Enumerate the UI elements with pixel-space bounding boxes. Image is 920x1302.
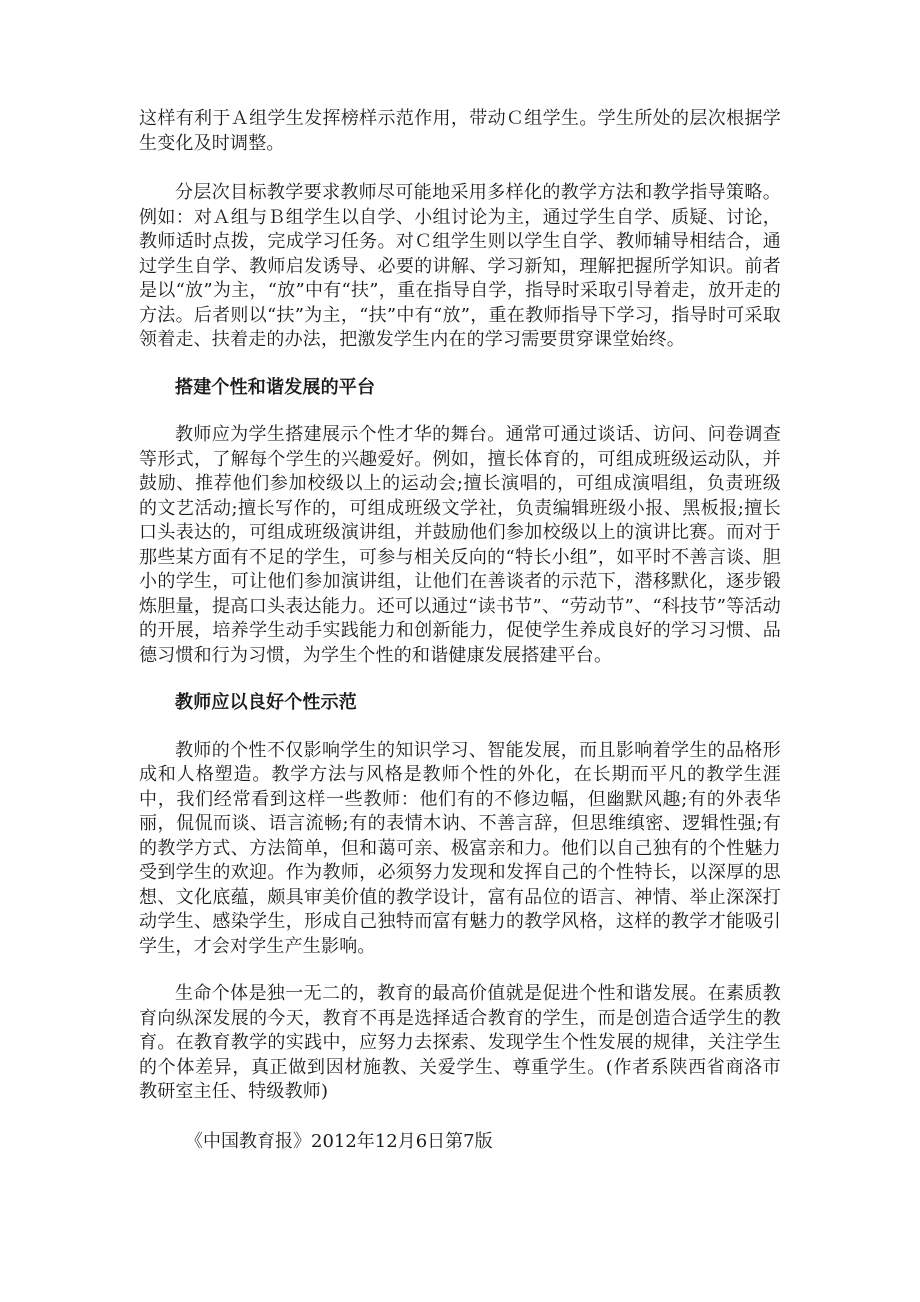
paragraph-teacher-example: 教师的个性不仅影响学生的知识学习、智能发展，而且影响着学生的品格形成和人格塑造。教学方法与风格是教师个性的外化，在长期而平凡的教学生涯中，我们经常看到这样一些教师：他们有的不修边幅，但幽默风趣;有的外表华丽，侃侃而谈、语言流畅;有的表情木讷、不善言辞，但思维缜密、逻辑性强;有的教学方式、方法简单，但和蔼可亲、极富亲和力。他们以自己独有的个性魅力受到学生的欢迎。作为教师，必须努力发现和发挥自己的个性特长，以深厚的思想、文化底蕴，颇具审美价值的教学设计，富有品位的语言、神情、举止深深打动学生、感染学生，形成自己独特而富有魅力的教学风格，这样的教学才能吸引学生，才会对学生产生影响。 xyxy=(139,739,781,957)
paragraph-conclusion: 生命个体是独一无二的，教育的最高价值就是促进个性和谐发展。在素质教育向纵深发展的今天，教育不再是选择适合教育的学生，而是创造合适学生的教育。在教育教学的实践中，应努力去探索、发现学生个性发展的规律，关注学生的个体差异，真正做到因材施教、关爱学生、尊重学生。(作者系陕西省商洛市教研室主任、特级教师) xyxy=(139,983,781,1102)
paragraph-gap xyxy=(139,400,781,423)
paragraph-platform: 教师应为学生搭建展示个性才华的舞台。通常可通过谈话、访问、问卷调查等形式，了解每个学生的兴趣爱好。例如，擅长体育的，可组成班级运动队，并鼓励、推荐他们参加校级以上的运动会;擅长演唱的，可组成演唱组，负责班级的文艺活动;擅长写作的，可组成班级文学社，负责编辑班级小报、黑板报;擅长口头表达的，可组成班级演讲组，并鼓励他们参加校级以上的演讲比赛。而对于那些某方面有不足的学生，可参与相关反向的“特长小组”，如平时不善言谈、胆小的学生，可让他们参加演讲组，让他们在善谈者的示范下，潜移默化，逐步锻炼胆量，提高口头表达能力。还可以通过“读书节”、“劳动节”、“科技节”等活动的开展，培养学生动手实践能力和创新能力，促使学生养成良好的学习习惯、品德习惯和行为习惯，为学生个性的和谐健康发展搭建平台。 xyxy=(139,424,781,666)
document-page xyxy=(139,107,781,1154)
paragraph-continuation: 这样有利于Ａ组学生发挥榜样示范作用，带动Ｃ组学生。学生所处的层次根据学生变化及时调整。 xyxy=(139,108,781,154)
paragraph-gap xyxy=(139,668,781,691)
source-citation: 《中国教育报》2012年12月6日第7版 xyxy=(185,1130,493,1152)
paragraph-gap xyxy=(139,156,781,181)
paragraph-gap xyxy=(139,959,781,982)
paragraph-gap xyxy=(139,1105,781,1130)
section-heading-teacher-example: 教师应以良好个性示范 xyxy=(175,692,357,713)
section-heading-platform: 搭建个性和谐发展的平台 xyxy=(175,376,376,398)
paragraph-gap xyxy=(139,353,781,376)
paragraph-teaching-strategy: 分层次目标教学要求教师尽可能地采用多样化的教学方法和教学指导策略。例如：对Ａ组与Ｂ组学生以自学、小组讨论为主，通过学生自学、质疑、讨论，教师适时点拨，完成学习任务。对Ｃ组学生则以学生自学、教师辅导相结合，通过学生自学、教师启发诱导、必要的讲解、学习新知，理解把握所学知识。前者是以“放”为主，“放”中有“扶”，重在指导自学，指导时采取引导着走，放开走的方法。后者则以“扶”为主，“扶”中有“放”，重在教师指导下学习，指导时可采取领着走、扶着走的办法，把激发学生内在的学习需要贯穿课堂始终。 xyxy=(139,182,781,350)
paragraph-gap xyxy=(139,716,781,739)
